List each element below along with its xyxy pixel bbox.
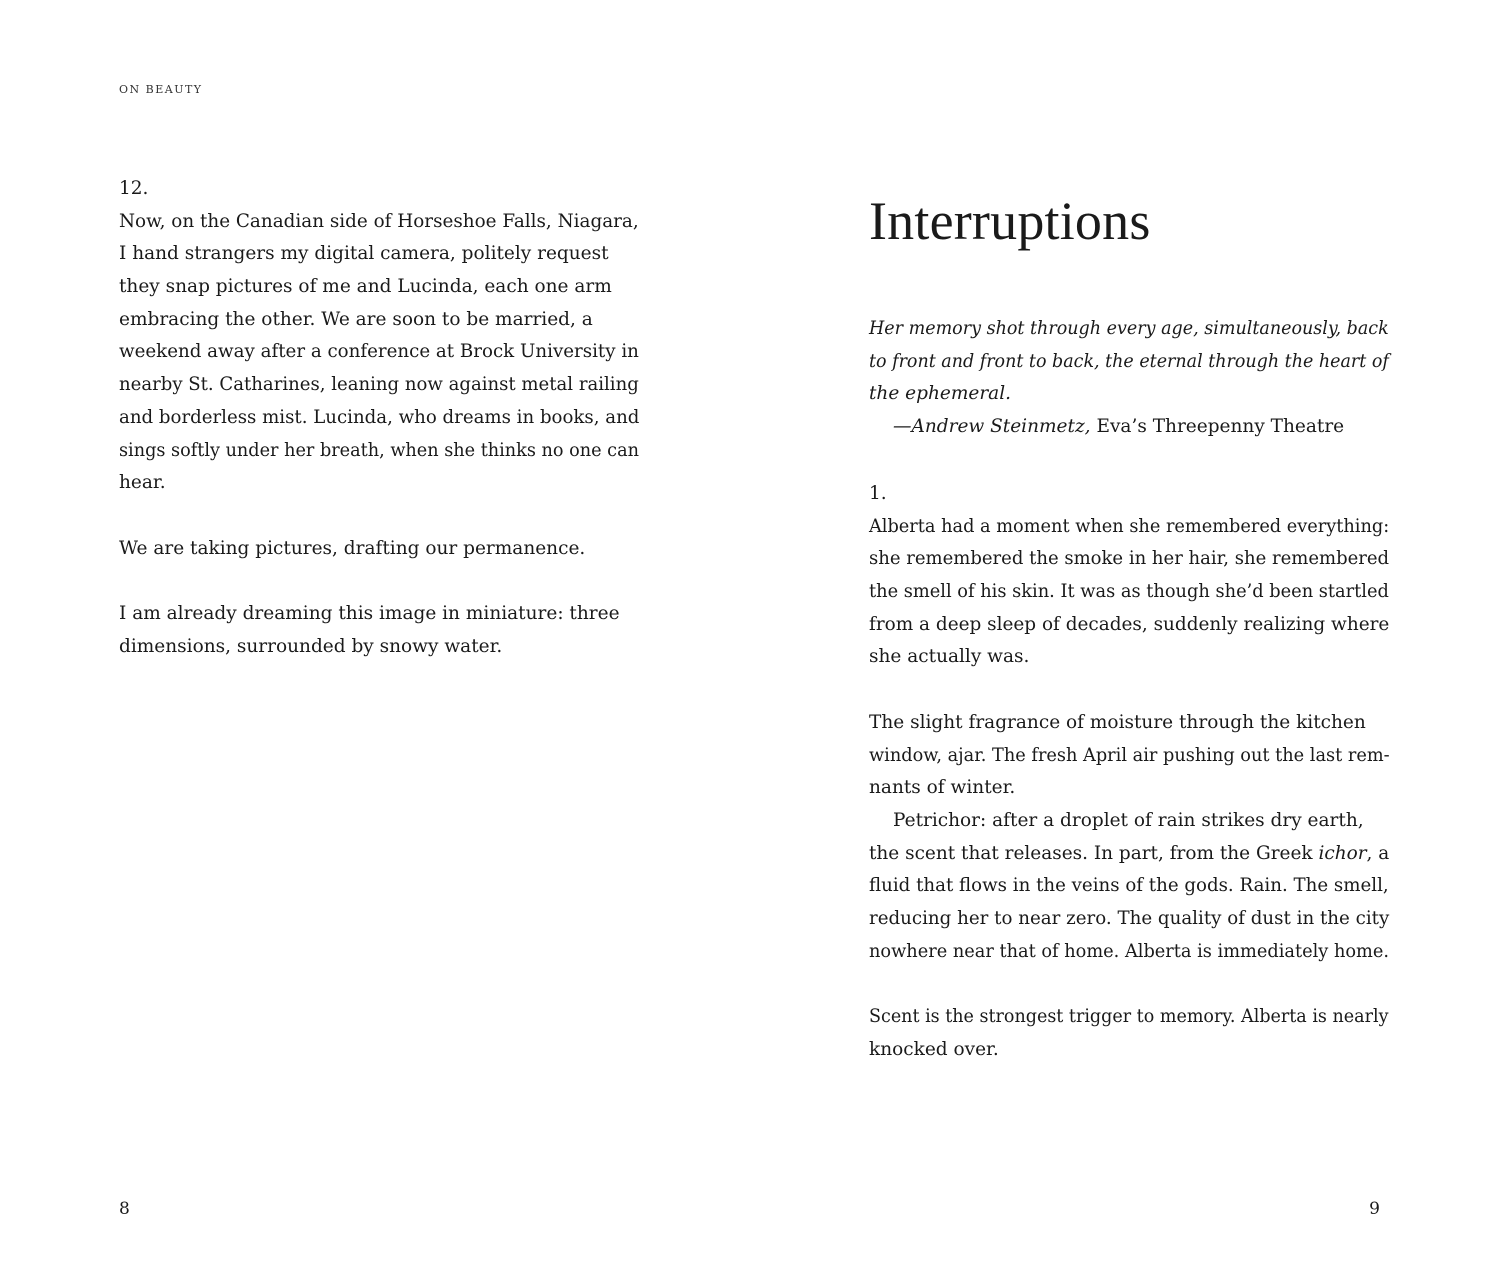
text-line: nearby St. Catharines, leaning now against metal railing	[119, 374, 639, 396]
text-line: Petrichor: after a droplet of rain strikes dry earth,	[893, 809, 1364, 831]
text-line: she remembered the smoke in her hair, she remembered	[869, 548, 1390, 570]
chapter-title: Interruptions	[869, 191, 1151, 251]
text-fragment: the scent that releases. In part, from the Greek	[869, 842, 1319, 864]
text-line: they snap pictures of me and Lucinda, each one arm	[119, 276, 612, 298]
attribution-work: Eva’s Threepenny Theatre	[1096, 416, 1345, 438]
text-line: fluid that flows in the veins of the gods. Rain. The smell,	[869, 875, 1389, 897]
greek-term: ichor	[1318, 842, 1367, 864]
section-number: 1.	[869, 483, 887, 504]
text-line: nowhere near that of home. Alberta is immediately home.	[869, 940, 1390, 962]
page-number: 8	[119, 1199, 130, 1219]
section-number: 12.	[119, 178, 149, 199]
epigraph-line: Her memory shot through every age, simultaneously, back	[869, 318, 1389, 339]
attribution-author: —Andrew Steinmetz,	[893, 416, 1091, 438]
text-line: reducing her to near zero. The quality of dust in the city	[869, 907, 1390, 929]
epigraph-line: the ephemeral.	[869, 383, 1011, 405]
text-fragment: , a	[1366, 842, 1390, 864]
text-line: window, ajar. The fresh April air pushing out the last rem-	[869, 744, 1390, 766]
text-line: We are taking pictures, drafting our permanence.	[119, 537, 586, 559]
epigraph	[869, 313, 1389, 444]
text-line: dimensions, surrounded by snowy water.	[119, 635, 503, 657]
running-head: ON BEAUTY	[119, 83, 203, 96]
text-line: hear.	[119, 472, 166, 494]
text-line: I hand strangers my digital camera, politely request	[119, 243, 609, 265]
epigraph-attribution	[869, 411, 1389, 444]
text-line: the smell of his skin. It was as though she’d been startled	[869, 581, 1389, 603]
right-page	[750, 0, 1500, 1286]
right-body-text	[869, 478, 1389, 1066]
text-line: Now, on the Canadian side of Horseshoe Falls, Niagara,	[119, 210, 639, 232]
text-line: and borderless mist. Lucinda, who dreams in books, and	[119, 406, 640, 428]
text-line: Scent is the strongest trigger to memory. Alberta is nearly	[869, 1006, 1389, 1027]
text-line: The slight fragrance of moisture through the kitchen	[869, 711, 1366, 733]
text-line: Alberta had a moment when she remembered everything:	[869, 515, 1390, 537]
page-number: 9	[1369, 1199, 1380, 1219]
text-line: sings softly under her breath, when she thinks no one can	[119, 439, 639, 461]
text-line	[869, 838, 1388, 871]
text-line: from a deep sleep of decades, suddenly realizing where	[869, 613, 1390, 635]
text-line: she actually was.	[869, 646, 1030, 668]
left-body-text	[119, 173, 639, 663]
text-line: knocked over.	[869, 1038, 999, 1060]
text-line: weekend away after a conference at Brock University in	[119, 341, 639, 363]
text-line: embracing the other. We are soon to be married, a	[119, 308, 593, 330]
epigraph-line: to front and front to back, the eternal through the heart of	[869, 350, 1389, 372]
text-line: nants of winter.	[869, 777, 1016, 799]
text-line: I am already dreaming this image in miniature: three	[119, 602, 620, 624]
